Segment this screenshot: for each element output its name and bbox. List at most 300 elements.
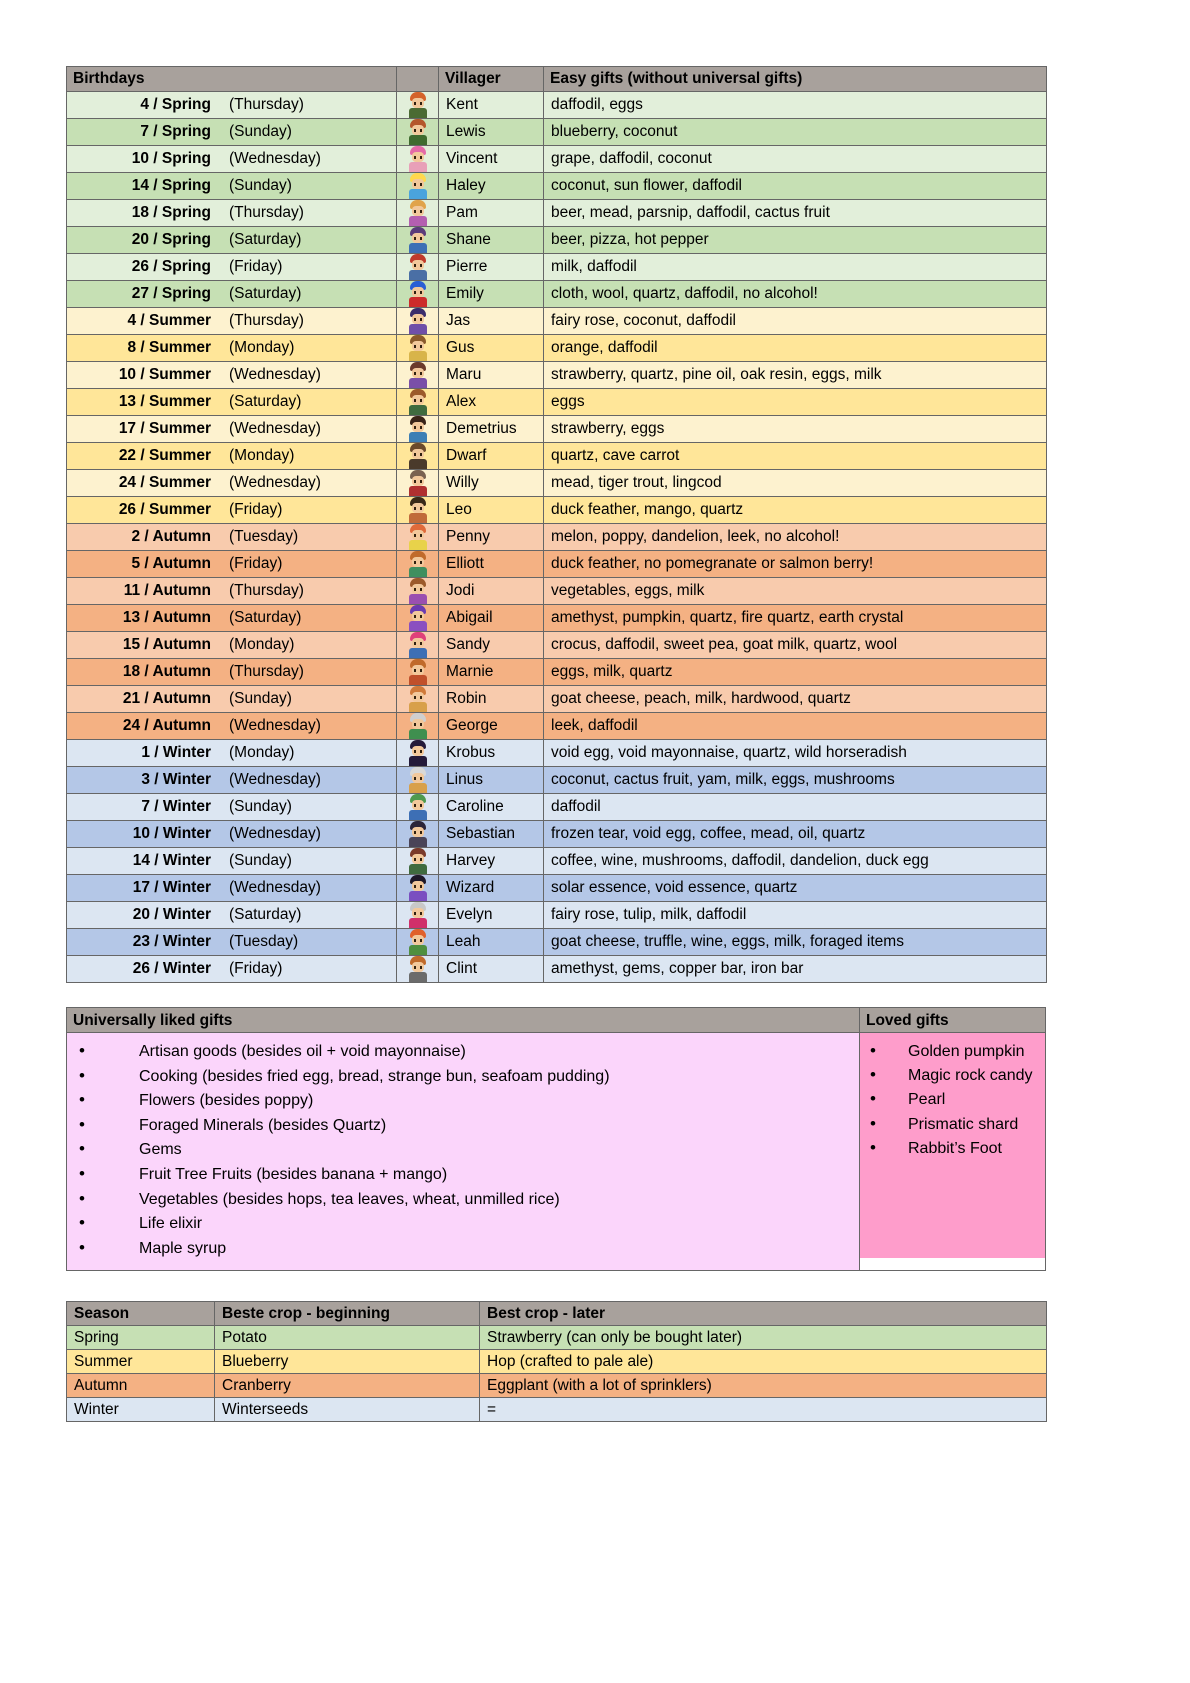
villager-avatar-icon	[407, 524, 429, 550]
birthday-day: 7 / Winter	[141, 798, 211, 815]
birthday-day: 3 / Winter	[141, 771, 211, 788]
universal-gift-item: • Life elixir	[67, 1212, 859, 1237]
birthday-date-cell	[67, 632, 397, 659]
villager-name: Harvey	[439, 848, 544, 875]
table-row	[67, 227, 1047, 254]
villager-portrait-cell	[397, 497, 439, 524]
birthday-date-cell	[67, 173, 397, 200]
villager-avatar-icon	[407, 362, 429, 388]
crop-season: Summer	[67, 1350, 215, 1374]
birthday-date-cell	[67, 875, 397, 902]
birthday-weekday: (Thursday)	[229, 582, 304, 599]
villager-gifts: daffodil	[544, 794, 1047, 821]
birthday-date-cell	[67, 335, 397, 362]
birthday-day: 5 / Autumn	[131, 555, 211, 572]
villager-name: Krobus	[439, 740, 544, 767]
birthday-date-cell	[67, 767, 397, 794]
birthday-date-cell	[67, 362, 397, 389]
villager-gifts: duck feather, no pomegranate or salmon berry!	[544, 551, 1047, 578]
villager-gifts: cloth, wool, quartz, daffodil, no alcohol!	[544, 281, 1047, 308]
header-easy-gifts: Easy gifts (without universal gifts)	[544, 67, 1047, 92]
villager-portrait-cell	[397, 146, 439, 173]
birthday-day: 24 / Summer	[118, 474, 211, 491]
villager-avatar-icon	[407, 902, 429, 928]
table-row	[67, 605, 1047, 632]
birthday-day: 7 / Spring	[140, 123, 211, 140]
birthday-weekday: (Sunday)	[229, 177, 292, 194]
villager-name: Leah	[439, 929, 544, 956]
table-row	[67, 443, 1047, 470]
birthday-date-cell	[67, 902, 397, 929]
villager-gifts: solar essence, void essence, quartz	[544, 875, 1047, 902]
table-row	[67, 821, 1047, 848]
crop-table-row	[67, 1326, 1047, 1350]
villager-name: Alex	[439, 389, 544, 416]
birthday-table-body	[67, 92, 1047, 983]
birthday-weekday: (Wednesday)	[229, 474, 321, 491]
villager-portrait-cell	[397, 578, 439, 605]
birthday-date-cell	[67, 929, 397, 956]
villager-avatar-icon	[407, 200, 429, 226]
loved-gifts-title: Loved gifts	[860, 1008, 1045, 1033]
villager-name: Caroline	[439, 794, 544, 821]
villager-portrait-cell	[397, 713, 439, 740]
villager-avatar-icon	[407, 659, 429, 685]
table-row	[67, 173, 1047, 200]
villager-name: Lewis	[439, 119, 544, 146]
loved-gift-item: • Pearl	[860, 1088, 1045, 1112]
birthday-date-cell	[67, 281, 397, 308]
birthday-day: 1 / Winter	[141, 744, 211, 761]
villager-portrait-cell	[397, 119, 439, 146]
villager-gifts: coffee, wine, mushrooms, daffodil, dandelion, duck egg	[544, 848, 1047, 875]
birthday-date-cell	[67, 686, 397, 713]
villager-gifts: strawberry, quartz, pine oil, oak resin, eggs, milk	[544, 362, 1047, 389]
crop-later: =	[480, 1398, 1047, 1422]
villager-name: Sebastian	[439, 821, 544, 848]
villager-portrait-cell	[397, 335, 439, 362]
villager-gifts: quartz, cave carrot	[544, 443, 1047, 470]
villager-portrait-cell	[397, 470, 439, 497]
villager-avatar-icon	[407, 929, 429, 955]
villager-gifts: void egg, void mayonnaise, quartz, wild horseradish	[544, 740, 1047, 767]
villager-avatar-icon	[407, 848, 429, 874]
villager-portrait-cell	[397, 767, 439, 794]
birthday-day: 17 / Summer	[118, 420, 211, 437]
birthday-weekday: (Tuesday)	[229, 528, 299, 545]
birthday-date-cell	[67, 551, 397, 578]
villager-avatar-icon	[407, 578, 429, 604]
birthday-weekday: (Wednesday)	[229, 366, 321, 383]
table-row	[67, 281, 1047, 308]
table-row	[67, 659, 1047, 686]
birthday-date-cell	[67, 308, 397, 335]
birthday-weekday: (Friday)	[229, 960, 283, 977]
birthday-day: 26 / Spring	[131, 258, 211, 275]
birthday-day: 24 / Autumn	[122, 717, 211, 734]
crop-season: Winter	[67, 1398, 215, 1422]
villager-gifts: goat cheese, peach, milk, hardwood, quartz	[544, 686, 1047, 713]
villager-name: Penny	[439, 524, 544, 551]
villager-gifts: daffodil, eggs	[544, 92, 1047, 119]
villager-portrait-cell	[397, 389, 439, 416]
villager-name: Evelyn	[439, 902, 544, 929]
table-row	[67, 848, 1047, 875]
universal-gift-item: • Fruit Tree Fruits (besides banana + mango)	[67, 1163, 859, 1188]
villager-avatar-icon	[407, 794, 429, 820]
villager-gifts: fairy rose, tulip, milk, daffodil	[544, 902, 1047, 929]
birthday-date-cell	[67, 254, 397, 281]
loved-gifts-body	[860, 1033, 1045, 1258]
table-row	[67, 200, 1047, 227]
villager-portrait-cell	[397, 929, 439, 956]
villager-name: Elliott	[439, 551, 544, 578]
villager-gifts: crocus, daffodil, sweet pea, goat milk, quartz, wool	[544, 632, 1047, 659]
birthday-weekday: (Wednesday)	[229, 150, 321, 167]
villager-gifts: fairy rose, coconut, daffodil	[544, 308, 1047, 335]
birthday-weekday: (Sunday)	[229, 690, 292, 707]
universal-gifts-list	[67, 1040, 859, 1261]
villager-name: Robin	[439, 686, 544, 713]
table-row	[67, 632, 1047, 659]
villager-gifts: orange, daffodil	[544, 335, 1047, 362]
villager-name: Demetrius	[439, 416, 544, 443]
birthday-date-cell	[67, 794, 397, 821]
villager-name: Pam	[439, 200, 544, 227]
villager-gifts: goat cheese, truffle, wine, eggs, milk, foraged items	[544, 929, 1047, 956]
birthday-date-cell	[67, 848, 397, 875]
table-row	[67, 929, 1047, 956]
birthday-date-cell	[67, 200, 397, 227]
birthday-date-cell	[67, 92, 397, 119]
villager-avatar-icon	[407, 497, 429, 523]
birthday-weekday: (Wednesday)	[229, 825, 321, 842]
crop-beginning: Cranberry	[215, 1374, 480, 1398]
birthday-day: 22 / Summer	[118, 447, 211, 464]
universal-gift-item: • Gems	[67, 1138, 859, 1163]
birthday-day: 17 / Winter	[132, 879, 211, 896]
villager-portrait-cell	[397, 443, 439, 470]
birthday-day: 2 / Autumn	[131, 528, 211, 545]
villager-portrait-cell	[397, 362, 439, 389]
villager-gifts: eggs, milk, quartz	[544, 659, 1047, 686]
villager-portrait-cell	[397, 605, 439, 632]
villager-gifts: eggs	[544, 389, 1047, 416]
villager-portrait-cell	[397, 902, 439, 929]
universal-gifts-panel	[66, 1007, 859, 1271]
birthday-weekday: (Wednesday)	[229, 420, 321, 437]
villager-gifts: coconut, cactus fruit, yam, milk, eggs, mushrooms	[544, 767, 1047, 794]
villager-avatar-icon	[407, 92, 429, 118]
villager-avatar-icon	[407, 254, 429, 280]
birthday-day: 11 / Autumn	[123, 582, 211, 599]
header-crop-beginning: Beste crop - beginning	[215, 1302, 480, 1326]
birthday-weekday: (Friday)	[229, 555, 283, 572]
villager-name: Maru	[439, 362, 544, 389]
universal-gift-item: • Artisan goods (besides oil + void mayonnaise)	[67, 1040, 859, 1065]
crop-later: Strawberry (can only be bought later)	[480, 1326, 1047, 1350]
villager-portrait-cell	[397, 848, 439, 875]
birthday-date-cell	[67, 740, 397, 767]
crop-beginning: Winterseeds	[215, 1398, 480, 1422]
table-row	[67, 524, 1047, 551]
villager-gifts: vegetables, eggs, milk	[544, 578, 1047, 605]
villager-avatar-icon	[407, 956, 429, 982]
loved-gift-item: • Magic rock candy	[860, 1064, 1045, 1088]
table-row	[67, 362, 1047, 389]
birthday-date-cell	[67, 524, 397, 551]
villager-name: Sandy	[439, 632, 544, 659]
table-row	[67, 308, 1047, 335]
table-row	[67, 767, 1047, 794]
villager-portrait-cell	[397, 416, 439, 443]
birthday-day: 18 / Spring	[131, 204, 211, 221]
villager-avatar-icon	[407, 389, 429, 415]
villager-name: Willy	[439, 470, 544, 497]
loved-gifts-panel	[859, 1007, 1046, 1271]
header-season: Season	[67, 1302, 215, 1326]
table-row	[67, 578, 1047, 605]
birthday-day: 26 / Summer	[118, 501, 211, 518]
birthday-date-cell	[67, 659, 397, 686]
villager-avatar-icon	[407, 173, 429, 199]
birthday-weekday: (Thursday)	[229, 312, 304, 329]
villager-gifts: milk, daffodil	[544, 254, 1047, 281]
villager-portrait-cell	[397, 173, 439, 200]
crop-beginning: Potato	[215, 1326, 480, 1350]
crop-table	[66, 1301, 1047, 1422]
birthday-date-cell	[67, 227, 397, 254]
villager-avatar-icon	[407, 470, 429, 496]
birthday-weekday: (Sunday)	[229, 798, 292, 815]
birthday-weekday: (Monday)	[229, 447, 295, 464]
birthday-day: 13 / Autumn	[122, 609, 211, 626]
villager-gifts: melon, poppy, dandelion, leek, no alcohol!	[544, 524, 1047, 551]
villager-name: Jas	[439, 308, 544, 335]
villager-portrait-cell	[397, 281, 439, 308]
header-avatar	[397, 67, 439, 92]
universal-gift-item: • Vegetables (besides hops, tea leaves, wheat, unmilled rice)	[67, 1188, 859, 1213]
birthday-weekday: (Thursday)	[229, 96, 304, 113]
table-row	[67, 389, 1047, 416]
birthday-date-cell	[67, 497, 397, 524]
birthday-day: 10 / Spring	[131, 150, 211, 167]
villager-avatar-icon	[407, 767, 429, 793]
crop-table-body	[67, 1326, 1047, 1422]
birthday-date-cell	[67, 821, 397, 848]
crop-table-row	[67, 1350, 1047, 1374]
birthday-weekday: (Friday)	[229, 258, 283, 275]
villager-avatar-icon	[407, 551, 429, 577]
table-row	[67, 92, 1047, 119]
birthday-weekday: (Wednesday)	[229, 771, 321, 788]
crop-later: Hop (crafted to pale ale)	[480, 1350, 1047, 1374]
birthday-date-cell	[67, 713, 397, 740]
villager-gifts: mead, tiger trout, lingcod	[544, 470, 1047, 497]
villager-portrait-cell	[397, 686, 439, 713]
birthday-day: 14 / Winter	[132, 852, 211, 869]
villager-name: Gus	[439, 335, 544, 362]
universal-gift-item: • Cooking (besides fried egg, bread, strange bun, seafoam pudding)	[67, 1065, 859, 1090]
birthday-date-cell	[67, 443, 397, 470]
villager-avatar-icon	[407, 740, 429, 766]
birthday-weekday: (Wednesday)	[229, 717, 321, 734]
table-row	[67, 902, 1047, 929]
villager-avatar-icon	[407, 281, 429, 307]
villager-portrait-cell	[397, 227, 439, 254]
villager-avatar-icon	[407, 686, 429, 712]
villager-name: Linus	[439, 767, 544, 794]
table-row	[67, 740, 1047, 767]
villager-avatar-icon	[407, 605, 429, 631]
birthday-date-cell	[67, 416, 397, 443]
birthday-weekday: (Tuesday)	[229, 933, 299, 950]
table-row	[67, 146, 1047, 173]
table-row	[67, 956, 1047, 983]
villager-portrait-cell	[397, 794, 439, 821]
villager-avatar-icon	[407, 632, 429, 658]
villager-portrait-cell	[397, 956, 439, 983]
birthday-date-cell	[67, 389, 397, 416]
birthday-weekday: (Wednesday)	[229, 879, 321, 896]
birthday-day: 15 / Autumn	[122, 636, 211, 653]
villager-avatar-icon	[407, 308, 429, 334]
birthday-day: 21 / Autumn	[122, 690, 211, 707]
birthday-day: 20 / Winter	[132, 906, 211, 923]
villager-portrait-cell	[397, 740, 439, 767]
loved-gifts-list	[860, 1040, 1045, 1161]
birthday-date-cell	[67, 470, 397, 497]
crop-table-header-row	[67, 1302, 1047, 1326]
loved-gift-item: • Rabbit’s Foot	[860, 1137, 1045, 1161]
villager-gifts: leek, daffodil	[544, 713, 1047, 740]
villager-portrait-cell	[397, 659, 439, 686]
universal-gifts-body	[67, 1033, 859, 1270]
crop-table-row	[67, 1398, 1047, 1422]
crop-later: Eggplant (with a lot of sprinklers)	[480, 1374, 1047, 1398]
table-row	[67, 794, 1047, 821]
villager-gifts: blueberry, coconut	[544, 119, 1047, 146]
villager-gifts: grape, daffodil, coconut	[544, 146, 1047, 173]
birthday-day: 14 / Spring	[131, 177, 211, 194]
birthday-weekday: (Sunday)	[229, 852, 292, 869]
birthday-weekday: (Sunday)	[229, 123, 292, 140]
crop-season: Autumn	[67, 1374, 215, 1398]
villager-name: Haley	[439, 173, 544, 200]
universal-gifts-title: Universally liked gifts	[67, 1008, 859, 1033]
birthday-weekday: (Saturday)	[229, 393, 302, 410]
villager-avatar-icon	[407, 875, 429, 901]
villager-name: Leo	[439, 497, 544, 524]
birthday-weekday: (Monday)	[229, 339, 295, 356]
birthday-weekday: (Saturday)	[229, 906, 302, 923]
birthday-weekday: (Thursday)	[229, 204, 304, 221]
villager-gifts: amethyst, pumpkin, quartz, fire quartz, earth crystal	[544, 605, 1047, 632]
birthday-date-cell	[67, 956, 397, 983]
table-row	[67, 254, 1047, 281]
birthday-day: 4 / Summer	[127, 312, 211, 329]
villager-avatar-icon	[407, 443, 429, 469]
villager-avatar-icon	[407, 713, 429, 739]
table-row	[67, 686, 1047, 713]
villager-gifts: amethyst, gems, copper bar, iron bar	[544, 956, 1047, 983]
villager-name: Dwarf	[439, 443, 544, 470]
birthday-weekday: (Thursday)	[229, 663, 304, 680]
header-villager: Villager	[439, 67, 544, 92]
birthday-weekday: (Saturday)	[229, 231, 302, 248]
gifts-block	[66, 1007, 1046, 1271]
villager-name: Pierre	[439, 254, 544, 281]
villager-portrait-cell	[397, 551, 439, 578]
villager-name: Emily	[439, 281, 544, 308]
villager-gifts: beer, mead, parsnip, daffodil, cactus fruit	[544, 200, 1047, 227]
villager-portrait-cell	[397, 632, 439, 659]
villager-avatar-icon	[407, 146, 429, 172]
villager-avatar-icon	[407, 227, 429, 253]
villager-gifts: strawberry, eggs	[544, 416, 1047, 443]
loved-gift-item: • Golden pumpkin	[860, 1040, 1045, 1064]
villager-name: Abigail	[439, 605, 544, 632]
universal-gift-item: • Foraged Minerals (besides Quartz)	[67, 1114, 859, 1139]
villager-name: Vincent	[439, 146, 544, 173]
crop-table-row	[67, 1374, 1047, 1398]
birthday-weekday: (Friday)	[229, 501, 283, 518]
table-row	[67, 416, 1047, 443]
table-row	[67, 497, 1047, 524]
villager-portrait-cell	[397, 875, 439, 902]
birthday-day: 27 / Spring	[131, 285, 211, 302]
table-row	[67, 119, 1047, 146]
villager-avatar-icon	[407, 821, 429, 847]
birthday-weekday: (Saturday)	[229, 609, 302, 626]
birthday-table-header-row	[67, 67, 1047, 92]
header-crop-later: Best crop - later	[480, 1302, 1047, 1326]
birthday-date-cell	[67, 605, 397, 632]
birthday-weekday: (Monday)	[229, 636, 295, 653]
villager-portrait-cell	[397, 524, 439, 551]
villager-avatar-icon	[407, 416, 429, 442]
villager-portrait-cell	[397, 308, 439, 335]
table-row	[67, 875, 1047, 902]
villager-name: Clint	[439, 956, 544, 983]
villager-portrait-cell	[397, 821, 439, 848]
birthday-day: 13 / Summer	[118, 393, 211, 410]
table-row	[67, 335, 1047, 362]
villager-portrait-cell	[397, 254, 439, 281]
birthday-weekday: (Saturday)	[229, 285, 302, 302]
birthday-day: 4 / Spring	[140, 96, 211, 113]
table-row	[67, 713, 1047, 740]
birthday-day: 10 / Winter	[132, 825, 211, 842]
loved-gift-item: • Prismatic shard	[860, 1113, 1045, 1137]
header-birthdays: Birthdays	[67, 67, 397, 92]
birthday-day: 10 / Summer	[118, 366, 211, 383]
birthday-date-cell	[67, 578, 397, 605]
birthday-weekday: (Monday)	[229, 744, 295, 761]
birthday-day: 8 / Summer	[127, 339, 211, 356]
birthday-day: 18 / Autumn	[122, 663, 211, 680]
table-row	[67, 470, 1047, 497]
villager-name: Wizard	[439, 875, 544, 902]
birthday-table	[66, 66, 1047, 983]
birthday-day: 26 / Winter	[132, 960, 211, 977]
villager-avatar-icon	[407, 335, 429, 361]
villager-name: Shane	[439, 227, 544, 254]
birthday-date-cell	[67, 119, 397, 146]
birthday-day: 20 / Spring	[131, 231, 211, 248]
crop-season: Spring	[67, 1326, 215, 1350]
birthday-date-cell	[67, 146, 397, 173]
